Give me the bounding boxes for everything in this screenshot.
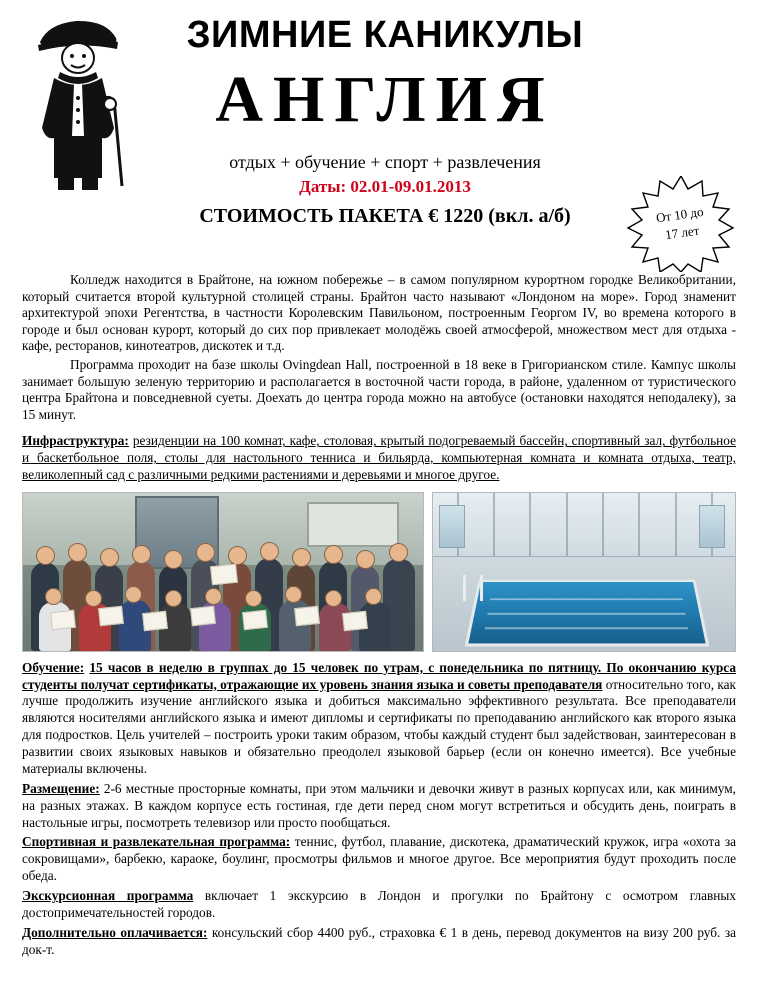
details-section (0, 660, 758, 959)
section-extra-fees-text: консульский сбор 4400 руб., страховка € 1 в день, перевод документов на визу 200 руб. за док-т. (22, 924, 736, 957)
age-badge-line2: 17 лет (664, 222, 701, 243)
pool-water (464, 579, 709, 646)
price-line: СТОИМОСТЬ ПАКЕТА € 1220 (вкл. а/б) (199, 204, 571, 227)
section-extra-fees (22, 925, 736, 959)
page-title: ЗИМНИЕ КАНИКУЛЫ (186, 14, 584, 56)
intro-section (0, 272, 758, 484)
group-photo (22, 492, 424, 652)
section-excursions (22, 888, 736, 922)
section-accommodation-text: 2-6 местные просторные комнаты, при этом мальчики и девочки живут в разных корпусах или, как минимум, на разных этажах. В каждом корпусе есть гостиная, где дети перед сном могут встретиться и обсудить день, поиграть в настольные игры, посмотреть телевизор или просто пообщаться. (22, 780, 736, 830)
header (0, 0, 758, 272)
section-excursions-label: Экскурсионная программа (22, 888, 194, 904)
dates-line: Даты: 02.01-09.01.2013 (299, 176, 471, 196)
infrastructure-label: Инфраструктура: (22, 433, 129, 449)
section-training-highlight: 15 часов в неделю в группах до 15 человек по утрам, с понедельника по пятницу. По окончанию курса студенты получат сертификаты, отражающие их уровень знания языка и советы преподавателя (22, 659, 736, 692)
photo-row (22, 492, 736, 652)
age-badge-line1: От 10 до (655, 204, 705, 226)
section-training-label: Обучение: (22, 659, 85, 675)
section-training-text: относительно того, как лучше продолжить изучение английского языка и добиться максимально эффективного результата. Все преподаватели являются носителями английского языка и имеют дипломы и сертификаты по преподаванию английского как второго языка для подростков. Цель учителей – построить уроки таким образом, чтобы каждый студент был задействован, заинтересован в развитии своих языковых навыков и обязательно преодолел языковой барьер (если он конечно имеется). Все учебные материалы включены. (22, 676, 737, 776)
infrastructure-text: резиденции на 100 комнат, кафе, столовая, крытый подогреваемый бассейн, спортивный зал, футбольное и баскетбольное поля, столы для настольного тенниса и бильярда, компьютерная комната и комната отдыха, театр, великолепный сад с различными редкими растениями и деревьями и многое другое. (22, 433, 736, 482)
section-accommodation (22, 781, 736, 832)
title-block (150, 16, 620, 228)
intro-paragraph-2: Программа проходит на базе школы Ovingdean Hall, построенной в 18 веке в Григорианском стиле. Кампус школы занимает большую зеленую территорию и располагается в восточной части города, в районе, удаленном от туристического центра Брайтона и повседневной суеты. Доехать до центра города можно на автобусе (остановки находятся неподалеку), за 15 минут. (22, 357, 736, 422)
section-activities-text: теннис, футбол, плавание, дискотека, драматический кружок, игра «охота за сокровищами», барбекю, караоке, боулинг, просмотры фильмов и многое другое. Все мероприятия будут проходить после обеда. (22, 834, 736, 884)
section-accommodation-label: Размещение: (22, 780, 100, 796)
pool-photo (432, 492, 736, 652)
section-extra-fees-label: Дополнительно оплачивается: (22, 924, 208, 940)
age-badge (622, 176, 740, 272)
subtitle: отдых + обучение + спорт + развлечения (229, 151, 541, 172)
intro-paragraph-1: Колледж находится в Брайтоне, на южном побережье – в самом популярном курортном городке Великобритании, который считается второй культурной столицей страны. Брайтон часто называют «Лондоном на море». Город знаменит архитектурой эпохи Регентства, в частности Королевским Павильоном, построенным Георгом IV, во времена которого в городе и был основан курорт, который до сих пор привлекает молодёжь своей атмосферой, множеством мест для отдыха - кафе, ресторанов, кинотеатров, дискотек и т.д. (22, 272, 736, 354)
section-activities-label: Спортивная и развлекательная программа: (22, 834, 291, 850)
group-photo-people (23, 493, 423, 651)
section-excursions-text: включает 1 экскурсию в Лондон и прогулки по Брайтону с осмотром главных достопримечательностей городов. (22, 888, 736, 920)
country-title: АНГЛИЯ (215, 62, 555, 136)
infrastructure-block (22, 433, 736, 483)
beefeater-guard-icon (18, 8, 138, 193)
section-activities (22, 834, 736, 885)
section-training (22, 660, 736, 778)
age-badge-text (616, 168, 746, 279)
